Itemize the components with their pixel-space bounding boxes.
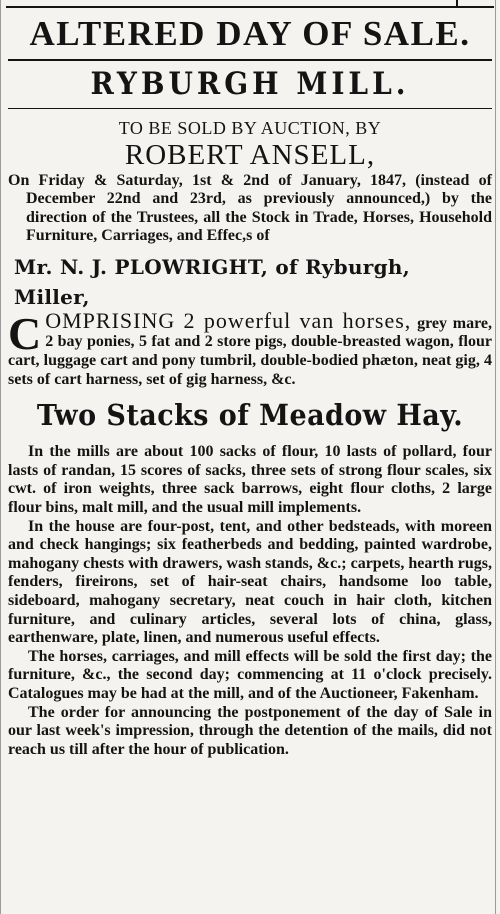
house-paragraph: In the house are four-post, tent, and other bedsteads, with moreen and check hangings; six featherbeds and bedding, painted wardrobe, mahogany chests with drawers, wash stands, &c.; carpets, hearth rugs, fenders, fireirons, set of hair-seat chairs, handsome loo table, sideboard, mahogany secretary, neat couch in hair cloth, kitchen furniture, and culinary articles, several lots of china, glass, earthenware, plate, linen, and numerous useful effects. — [8, 517, 492, 647]
advertisement — [6, 0, 494, 914]
owner-name: Mr. N. J. PLOWRIGHT, of Ryburgh, Miller, — [14, 254, 411, 309]
comprising-rest: grey mare, 2 bay ponies, 5 fat and 2 store pigs, double-breasted wagon, flour cart, luggage cart and pony tumbril, double-bodied phæton, neat gig, 4 sets of cart harness, set of gig harness, &c. — [8, 314, 492, 388]
top-rule-tick — [456, 0, 458, 7]
postponement-paragraph: The order for announcing the postponement of the day of Sale in our last week's impression, through the detention of the mails, did not reach us till after the hour of publication. — [8, 703, 492, 758]
drop-cap: C — [8, 307, 42, 359]
intro-paragraph: On Friday & Saturday, 1st & 2nd of January, 1847, (instead of December 22nd and 23rd, as previously announced,) by the direction of the Trustees, all the Stock in Trade, Horses, Household Furniture, Carriages, and Effec,s of — [8, 171, 492, 245]
headline: ALTERED DAY OF SALE. — [29, 14, 471, 53]
comprising-paragraph — [8, 307, 492, 389]
top-rule — [6, 6, 494, 8]
left-column-rule — [0, 0, 1, 914]
divider-rule — [8, 59, 492, 61]
divider-rule — [8, 108, 492, 109]
hay-heading: Two Stacks of Meadow Hay. — [36, 398, 464, 433]
auctioneer-name: ROBERT ANSELL, — [124, 138, 376, 171]
comprising-lead: OMPRISING 2 powerful van horses, — [45, 307, 412, 333]
mill-name: RYBURGH MILL. — [90, 64, 410, 102]
sale-line: TO BE SOLD BY AUCTION, BY — [118, 117, 382, 138]
right-column-rule — [495, 0, 496, 914]
horses-paragraph: The horses, carriages, and mill effects will be sold the first day; the furniture, &c., the second day; commencing at 11 o'clock precisely. Catalogues may be had at the mill, and of the Auctioneer, Fakenham. — [8, 647, 492, 702]
mills-paragraph: In the mills are about 100 sacks of flour, 10 lasts of pollard, four lasts of randan, 15 scores of sacks, three sets of strong flour scales, six cwt. of iron weights, three sack barrows, eight flour cloths, 2 large flour bins, malt mill, and the usual mill implements. — [8, 443, 492, 517]
